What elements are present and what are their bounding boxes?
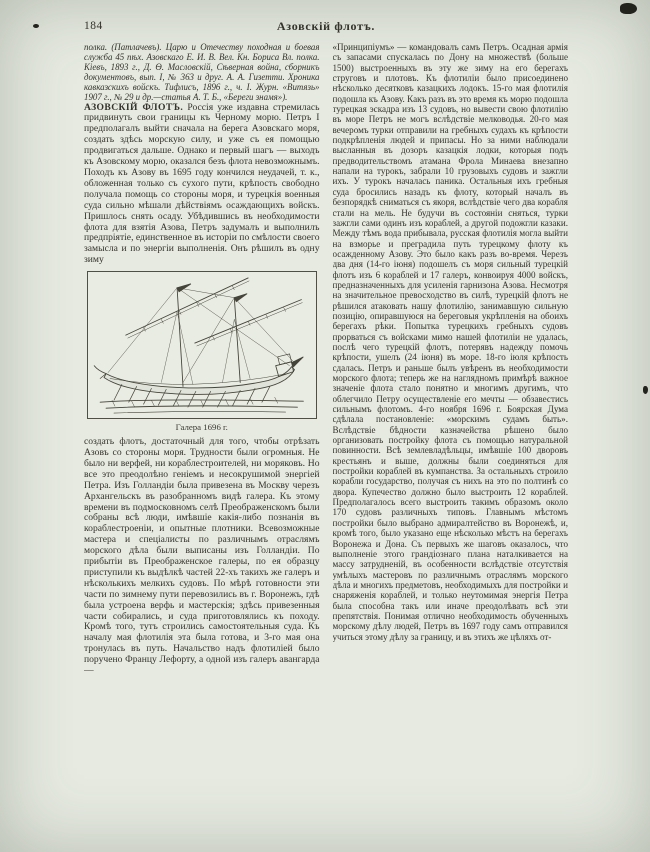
- page-number: 184: [84, 20, 103, 32]
- right-column-paragraph: «Принципіумъ» — командовалъ самъ Петръ. Осадная армія съ запасами спускалась по Дону на множествѣ (больше 1500) выстроенныхъ въ эту же зиму на его берегахъ струговъ и плотовъ. Къ флотиліи было присоединено нѣсколько десятковъ казацкихъ лодокъ. 15-го мая флотилія подошла къ Азову. Какъ разъ въ это время къ морю подошла турецкая эскадра изъ 13 судовъ, но вывести свою флотилію въ море Петръ не могъ вслѣдствіе мелководья. 20-го мая вечеромъ турки отправили на гребныхъ судахъ къ крѣпости подкрѣпленія людей и припасы. Но за ними наблюдали высланныя въ дозоръ казацкія лодки, которыя подъ предводительствомъ атамана Фрола Минаева внезапно напали на турокъ, забрали 10 грузовыхъ судовъ и зажгли ихъ. У турокъ началась паника. Остальныя ихъ гребныя суда бросились назадъ къ флоту, который началъ въ безпорядкѣ сниматься съ якоря, вслѣдствіе чего два корабля стали на мель. Не будучи въ состояніи сняться, турки зажгли сами одинъ изъ кораблей, а другой подожгли казаки. Между тѣмъ вода прибывала, русская флотилія могла выйти на взморье и преградила путь турецкому флоту къ осажденному Азову. Это было какъ разъ во-время. Черезъ два дня (14-го іюня) подошелъ съ моря сильный турецкій флотъ изъ 6 кораблей и 17 галеръ, конвоируя 4000 войскъ, предназначенныхъ для усиленія гарнизона Азова. Несмотря на значительное превосходство въ силѣ, турецкій флотъ не рѣшился атаковать нашу флотилію, занимавшую сильную позицію, опиравшуюся на береговыя укрѣпленія на обоихъ берегахъ рѣки. Попытка турецкихъ гребныхъ судовъ прорваться съ войсками мимо нашей флотиліи не удалась, послѣ чего турецкій флотъ, потерявъ надежду помочь крѣпости, ушелъ (24 іюня) въ море. 18-го іюля крѣпость сдалась. Петръ и раньше былъ увѣренъ въ необходимости морского флота; теперь же на наглядномъ примѣрѣ важное значеніе флота стало понятно и многимъ другимъ, что облегчило Петру осуществленіе его мечты — обзавестись сильнымъ флотомъ. 4-го ноября 1696 г. Боярская Дума сдѣлала постановленіе: «морскимъ судамъ быть». Вслѣдствіе бѣдности казначейства рѣшено было организовать постройку флота съ помощью натуральной повинности. Всѣ землевладѣльцы, имѣвшіе 100 дворовъ крестьянъ и выше, должны были соединяться для постройки кораблей въ кумпанства. За остальныхъ строило корабли государство, получая съ нихъ на это по полтинѣ со двора. Купечество должно было выстроить 12 кораблей. Предполагалось всего выстроить такимъ образомъ около 170 судовъ различныхъ типовъ. Главнымъ мѣстомъ постройки было выбрано адмиралтейство въ Воронежѣ, и, кромѣ того, было указано еще нѣсколько мѣстъ на берегахъ Воронежа и Дона. Съ первыхъ же шаговъ оказалось, что выполненіе этого грандіознаго плана наталкивается на массу затрудненій, въ особенности вслѣдствіе отсутствія умѣлыхъ мастеровъ по различнымъ отраслямъ морского дѣла и многихъ предметовъ, необходимыхъ для постройки и снаряженія кораблей, и только неутомимая энергія Петра была способна такъ или иначе преодолѣвать всѣ эти препятствія. Понимая отлично необходимость обученныхъ морскому дѣлу людей, Петръ въ 1697 году самъ отправился учиться этому дѣлу за границу, и въ этихъ же цѣляхъ от-: [332, 42, 568, 642]
- article-opening-paragraph: [84, 103, 320, 267]
- galley-figure: [87, 271, 317, 433]
- left-column: [84, 42, 320, 848]
- right-column: [333, 42, 569, 848]
- article-intro-text: Россія уже издавна стремилась придвинуть свои границы къ Черному морю. Петръ I предполагалъ выйти сначала на берега Азовскаго моря, создать здѣсь морскую силу, и уже съ ея помощью продвигаться дальше. Однако и первый шагъ — выходъ къ Азовскому морю, оказался безъ флота невозможнымъ. Походъ къ Азову въ 1695 году кончился неудачей, т. к., обложенная только съ сухого пути, крѣпость свободно получала помощь со стороны моря, и турецкія военныя суда сильно мѣшали дѣйствіямъ осаждающихъ войскъ. Пришлось снять осаду. Убѣдившись въ необходимости флота для взятія Азова, Петръ задумалъ и выполнилъ предпріятіе, единственное въ исторіи по смѣлости своего замысла и по энергіи выполненія. Онъ рѣшилъ въ одну зиму: [84, 101, 320, 266]
- bibliography-paragraph: полка. (Патлачевъ). Царю и Отечеству походная и боевая служба 45 пѣх. Азовскаго Е. И. В. Вел. Кн. Бориса Вл. полка. Кіевъ, 1893 г., Д. Ѳ. Масловскій, Сѣверная война, сборникъ документовъ, вып. I, № 363 и друг. А. А. Гизетти. Хроника кавказскихъ войскъ. Тифлисъ, 1896 г., ч. I. Журн. «Витязь» 1907 г., № 29 и др.—статья А. Т. Б., «Береги знамя»).: [84, 42, 320, 103]
- article-continuation-paragraph: создать флотъ, достаточный для того, чтобы отрѣзать Азовъ со стороны моря. Трудности были огромныя. Не было ни верфей, ни кораблестроителей, ни моряковъ. Но все это преодолѣно геніемъ и несокрушимой энергіей Петра. Изъ Голландіи была привезена въ Москву черезъ Архангельскъ въ разобранномъ видѣ галера. Къ этому времени въ подмосковномъ селѣ Преображенскомъ были собраны всѣ люди, имѣвшіе какія-либо познанія въ кораблестроеніи, и опытные плотники. Всевозможные мастера и спеціалисты по различнымъ отраслямъ морского дѣла были выписаны изъ Голландіи. По прибытіи въ Преображенское галеры, по ея образцу приступили къ выдѣлкѣ частей 22-хъ такихъ же галеръ и нѣсколькихъ мелкихъ судовъ. По мѣрѣ готовности эти части по зимнему пути перевозились въ г. Воронежъ, гдѣ была устроена верфь и мастерскія; здѣсь привезенныя части собирались, и суда приготовлялись къ походу. Кромѣ того, тутъ строились самостоятельныя суда. Къ началу мая флотилія эта была готова, и 3-го мая она тронулась въ путь. Начальство надъ флотиліей было поручено Францу Лефорту, а одной изъ галеръ авангарда—: [84, 436, 320, 677]
- scan-artifact: [33, 24, 39, 28]
- scan-artifact: [643, 386, 648, 394]
- text-columns: [84, 42, 568, 848]
- figure-caption: Галера 1696 г.: [175, 422, 228, 433]
- figure-frame: [87, 271, 317, 419]
- article-heading: АЗОВСКІЙ ФЛОТЪ.: [84, 101, 184, 113]
- galley-illustration: [88, 272, 316, 418]
- scan-artifact: [620, 3, 637, 14]
- page-header: [84, 18, 568, 39]
- page-content: [84, 18, 568, 848]
- running-header-title: Азовскій флотъ.: [276, 19, 376, 33]
